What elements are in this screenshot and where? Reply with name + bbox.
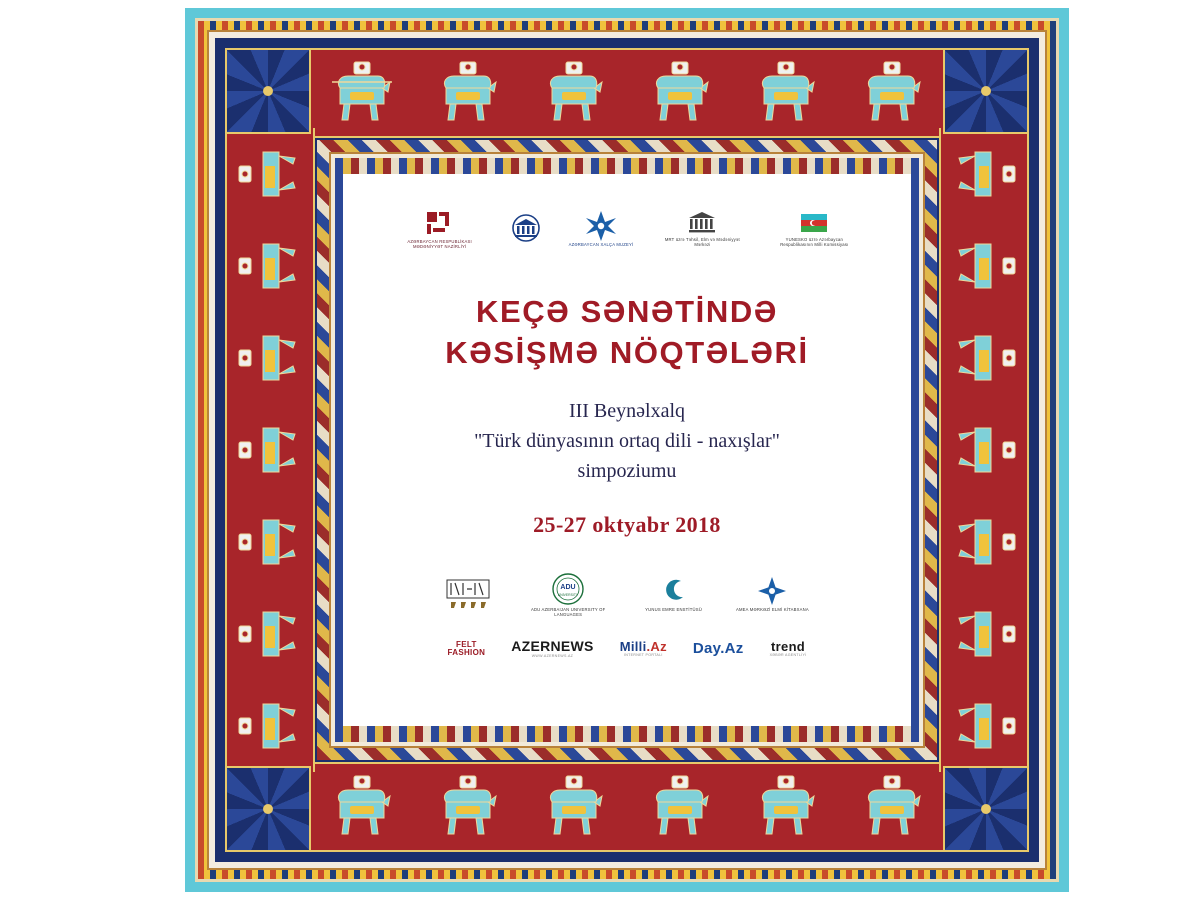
logo-central-scientific-library [736, 576, 809, 613]
partner-logo-row [367, 568, 887, 622]
horse-rider-icon [438, 772, 498, 842]
horse-rider-icon [949, 238, 1019, 302]
logo-unesco [659, 210, 745, 248]
symposium-poster [185, 8, 1069, 892]
horse-rider-icon [756, 58, 816, 128]
logo-azerbaijan-culture-ministry [397, 208, 483, 250]
horse-rider-frieze-right-icon [939, 128, 1029, 772]
horse-rider-icon [235, 330, 305, 394]
horse-rider-icon [949, 514, 1019, 578]
logo-caption: ADU AZERBAIJAN UNIVERSITY OF LANGUAGES [530, 606, 606, 617]
horse-rider-icon [650, 58, 710, 128]
horse-rider-icon [332, 58, 392, 128]
press-name: AZERNEWS [511, 638, 594, 655]
horse-rider-icon [949, 698, 1019, 762]
horse-rider-icon [862, 772, 922, 842]
logo-azerbaijan-carpet-museum [569, 211, 634, 248]
media-partner-logo-row [367, 632, 887, 666]
adu-circle-emblem-icon [551, 572, 585, 606]
horse-rider-icon [756, 772, 816, 842]
logo-caption: AZƏRBAYCAN RESPUBLİKASI MƏDƏNİYYƏT NAZİRLİYİ [407, 239, 472, 249]
poster-title [445, 292, 809, 374]
logo-trend [770, 640, 807, 658]
press-name [620, 640, 667, 653]
subtitle-line-3: simpoziumu [577, 459, 677, 482]
logo-orkhon-script [445, 578, 491, 612]
logo-caption: AZƏRBAYCAN XALÇA MUZEYİ [568, 241, 634, 247]
horse-rider-icon [949, 422, 1019, 486]
logo-azerbaijan-university-of-languages [525, 572, 611, 618]
logo-caption: MRT üzrə Təhsil, Elm və Mədəniyyət Mərkəzi [664, 237, 740, 247]
horse-rider-icon [949, 606, 1019, 670]
title-line-1: KEÇƏ SƏNƏTİNDƏ [476, 294, 778, 329]
museum-building-emblem-icon [509, 213, 543, 243]
logo-day-az [693, 641, 744, 656]
corner-medallion-icon [225, 48, 311, 134]
corner-medallion-icon [943, 48, 1029, 134]
press-name-text: Milli [619, 638, 647, 654]
horse-rider-frieze-left-icon [225, 128, 315, 772]
unesco-emblem-icon [686, 210, 718, 236]
horse-rider-icon [235, 698, 305, 762]
title-line-2: KƏSİŞMƏ NÖQTƏLƏRİ [445, 334, 809, 370]
poster-subtitle [474, 396, 780, 486]
star-institute-emblem-icon [757, 576, 787, 606]
logo-museum [509, 213, 543, 245]
horse-rider-icon [544, 772, 604, 842]
horse-rider-icon [235, 422, 305, 486]
press-name-suffix: .Az [646, 638, 667, 654]
horse-rider-icon [949, 146, 1019, 210]
eight-point-star-emblem-icon [586, 211, 616, 241]
unesco-national-commission-emblem-icon [799, 210, 829, 236]
press-name: Day.Az [692, 640, 744, 658]
horse-rider-icon [949, 330, 1019, 394]
svg-text:ADU: ADU [560, 583, 576, 591]
logo-caption: AMEA MƏRKƏZİ ELMİ KİTABXANA [736, 607, 809, 613]
press-subname: XƏBƏR AGENTLİYİ [769, 653, 807, 658]
press-subname: WWW.AZERNEWS.AZ [531, 653, 574, 658]
yunus-emre-emblem-icon [659, 576, 689, 606]
organizer-logo-row [367, 200, 887, 258]
horse-rider-icon [235, 238, 305, 302]
horse-rider-icon [650, 772, 710, 842]
corner-medallion-icon [225, 766, 311, 852]
press-subname: INTERNET PORTALI [623, 653, 663, 658]
horse-rider-icon [235, 606, 305, 670]
subtitle-line-1: III Beynəlxalq [568, 399, 686, 422]
azerbaijan-culture-ministry-emblem-icon [423, 208, 457, 238]
horse-rider-icon [332, 772, 392, 842]
press-name: trend [771, 638, 806, 654]
logo-azernews [511, 639, 594, 658]
orkhon-script-emblem-icon [445, 578, 491, 610]
logo-caption: YUNESKO üzrə Azərbaycan Respublikasının Milli Komissiyası [780, 237, 849, 247]
poster-content-card [343, 174, 911, 726]
horse-rider-frieze-bottom-icon [305, 762, 949, 852]
event-date: 25-27 oktyabr 2018 [533, 511, 721, 537]
press-subname: FASHION [447, 647, 486, 657]
logo-milli-az [620, 640, 667, 658]
horse-rider-frieze-top-icon [305, 48, 949, 138]
logo-caption: YUNUS EMRE ENSTİTÜSÜ [645, 607, 702, 613]
logo-yunus-emre-institute [645, 576, 702, 613]
horse-rider-icon [544, 58, 604, 128]
svg-text:UNIVERSITY: UNIVERSITY [557, 592, 579, 597]
logo-unesco-national-commission [771, 210, 857, 248]
horse-rider-icon [862, 58, 922, 128]
horse-rider-icon [235, 514, 305, 578]
horse-rider-icon [235, 146, 305, 210]
subtitle-line-2: "Türk dünyasının ortaq dili - naxışlar" [474, 429, 780, 452]
logo-felt-fashion [448, 641, 486, 657]
horse-rider-icon [438, 58, 498, 128]
corner-medallion-icon [943, 766, 1029, 852]
press-name: FELT [456, 639, 477, 649]
